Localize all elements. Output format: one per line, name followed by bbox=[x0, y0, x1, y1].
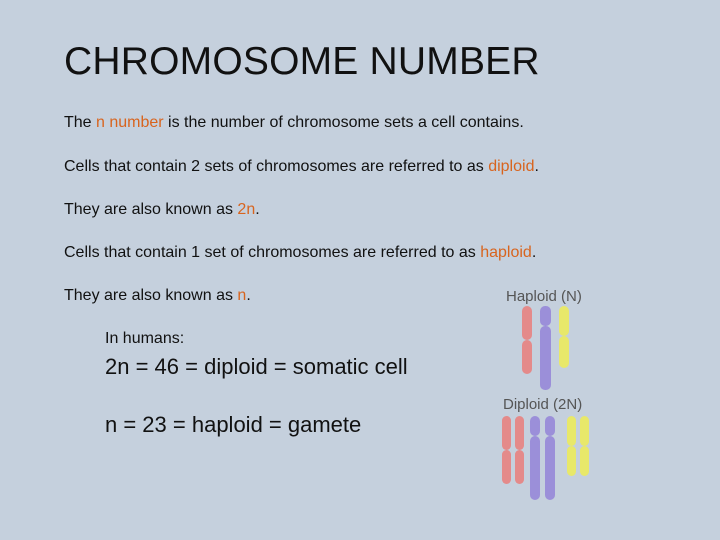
text-line-5 bbox=[64, 287, 251, 305]
highlight-n-number: n number bbox=[96, 114, 164, 131]
highlight-haploid: haploid bbox=[480, 244, 532, 261]
chromosome-red bbox=[502, 416, 511, 450]
line-3-pre: They are also known as bbox=[64, 201, 238, 218]
chromosome-red bbox=[522, 306, 532, 340]
chromosome-purple bbox=[540, 326, 551, 390]
line-3-post: . bbox=[255, 201, 260, 218]
highlight-diploid: diploid bbox=[488, 158, 535, 175]
chromosome-red bbox=[522, 340, 532, 374]
line-2-post: . bbox=[534, 158, 539, 175]
chromosome-yellow bbox=[559, 336, 569, 368]
text-line-4 bbox=[64, 244, 536, 262]
chromosome-purple bbox=[530, 416, 540, 436]
slide-title: CHROMOSOME NUMBER bbox=[64, 40, 540, 83]
chromosome-red bbox=[515, 416, 524, 450]
chromosome-purple bbox=[530, 436, 540, 500]
chromosome-purple bbox=[540, 306, 551, 326]
chromosome-yellow bbox=[580, 446, 589, 476]
humans-heading: In humans: bbox=[105, 330, 185, 347]
chromosome-yellow bbox=[580, 416, 589, 446]
line-1-pre: The bbox=[64, 114, 97, 131]
chromosome-purple bbox=[545, 436, 555, 500]
highlight-2n: 2n bbox=[237, 201, 256, 218]
haploid-equation: n = 23 = haploid = gamete bbox=[105, 412, 362, 437]
line-5-post: . bbox=[246, 287, 251, 304]
haploid-chromosomes bbox=[522, 306, 569, 390]
text-line-1 bbox=[64, 114, 524, 132]
chromosome-yellow bbox=[567, 446, 576, 476]
chromosome-yellow bbox=[559, 306, 569, 336]
text-line-2 bbox=[64, 158, 539, 176]
highlight-n: n bbox=[237, 287, 247, 304]
diploid-equation: 2n = 46 = diploid = somatic cell bbox=[105, 354, 408, 379]
chromosome-red bbox=[515, 450, 524, 484]
line-2-pre: Cells that contain 2 sets of chromosomes are referred to as bbox=[64, 158, 489, 175]
line-4-post: . bbox=[531, 244, 537, 261]
chromosome-yellow bbox=[567, 416, 576, 446]
line-5-pre: They are also known as bbox=[64, 287, 238, 304]
diploid-chromosomes bbox=[502, 416, 589, 500]
text-line-3 bbox=[64, 201, 260, 219]
chromosome-figure bbox=[496, 284, 601, 506]
haploid-label: Haploid (N) bbox=[506, 288, 582, 305]
chromosome-red bbox=[502, 450, 511, 484]
diploid-label: Diploid (2N) bbox=[503, 396, 583, 413]
chromosome-purple bbox=[545, 416, 555, 436]
line-1-post: is the number of chromosome sets a cell contains. bbox=[163, 114, 524, 131]
line-4-pre: Cells that contain 1 set of chromosomes are referred to as bbox=[64, 244, 481, 261]
